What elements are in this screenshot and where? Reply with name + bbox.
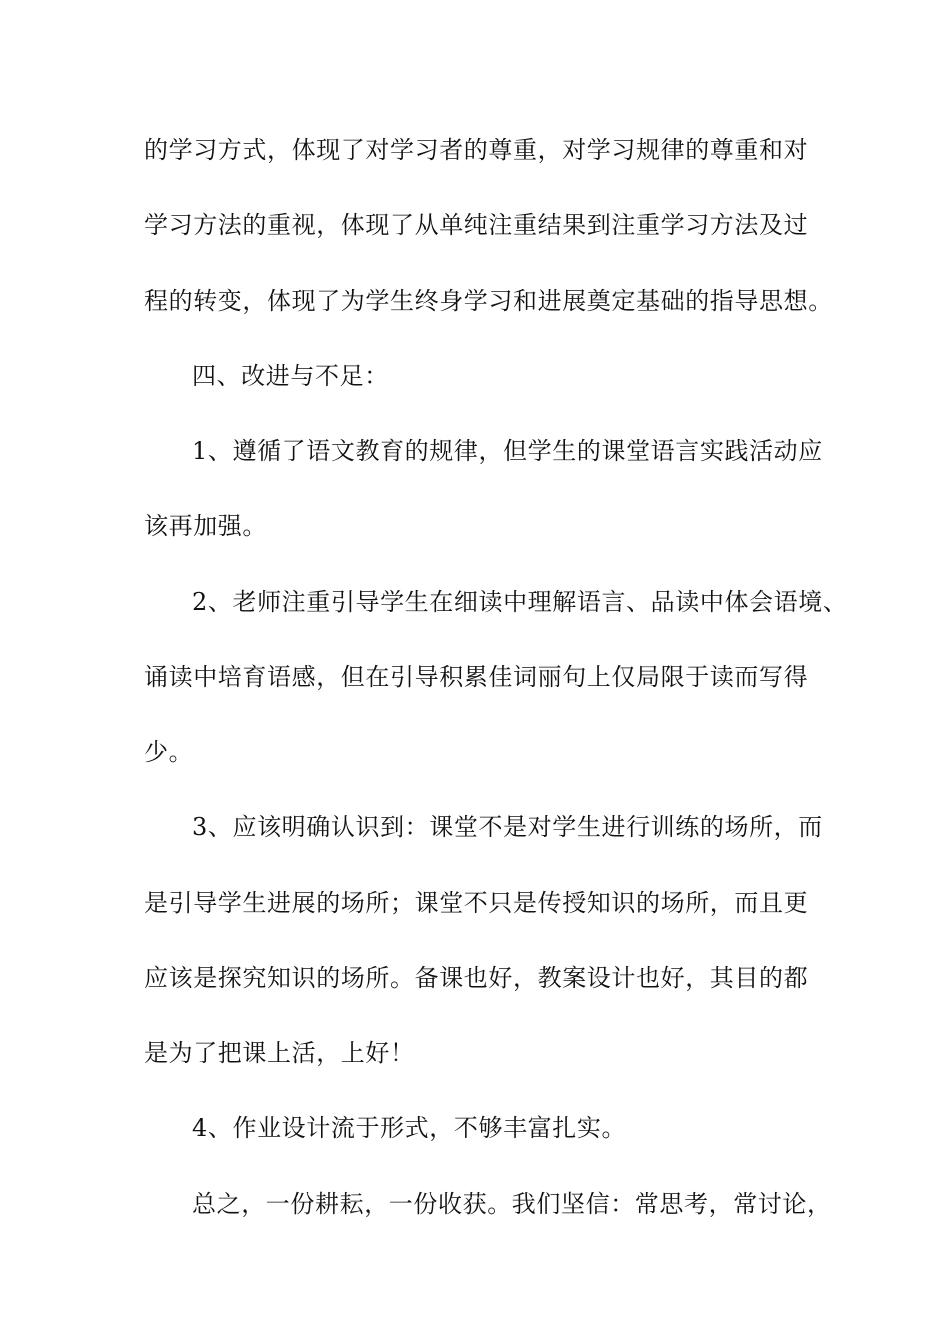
list-item-2: 2、老师注重引导学生在细读中理解语言、品读中体会语境、	[192, 588, 848, 616]
paragraph-line: 的学习方式，体现了对学习者的尊重，对学习规律的尊重和对	[144, 136, 809, 164]
list-item-1: 1、遵循了语文教育的规律，但学生的课堂语言实践活动应	[192, 437, 823, 465]
paragraph-line: 少。	[144, 738, 194, 766]
paragraph-line: 程的转变，体现了为学生终身学习和进展奠定基础的指导思想。	[144, 287, 833, 315]
paragraph-line: 是为了把课上活，上好！	[144, 1039, 415, 1067]
paragraph-line: 是引导学生进展的场所；课堂不只是传授知识的场所，而且更	[144, 889, 809, 917]
paragraph-line: 学习方法的重视，体现了从单纯注重结果到注重学习方法及过	[144, 211, 809, 239]
paragraph-line: 应该是探究知识的场所。备课也好，教案设计也好，其目的都	[144, 964, 809, 992]
paragraph-line: 该再加强。	[144, 512, 267, 540]
section-heading: 四、改进与不足：	[192, 362, 389, 390]
paragraph-line: 诵读中培育语感，但在引导积累佳词丽句上仅局限于读而写得	[144, 663, 809, 691]
conclusion-line: 总之，一份耕耘，一份收获。我们坚信：常思考，常讨论，	[192, 1190, 832, 1218]
list-item-3: 3、应该明确认识到：课堂不是对学生进行训练的场所，而	[192, 813, 823, 841]
list-item-4: 4、作业设计流于形式，不够丰富扎实。	[192, 1114, 627, 1142]
